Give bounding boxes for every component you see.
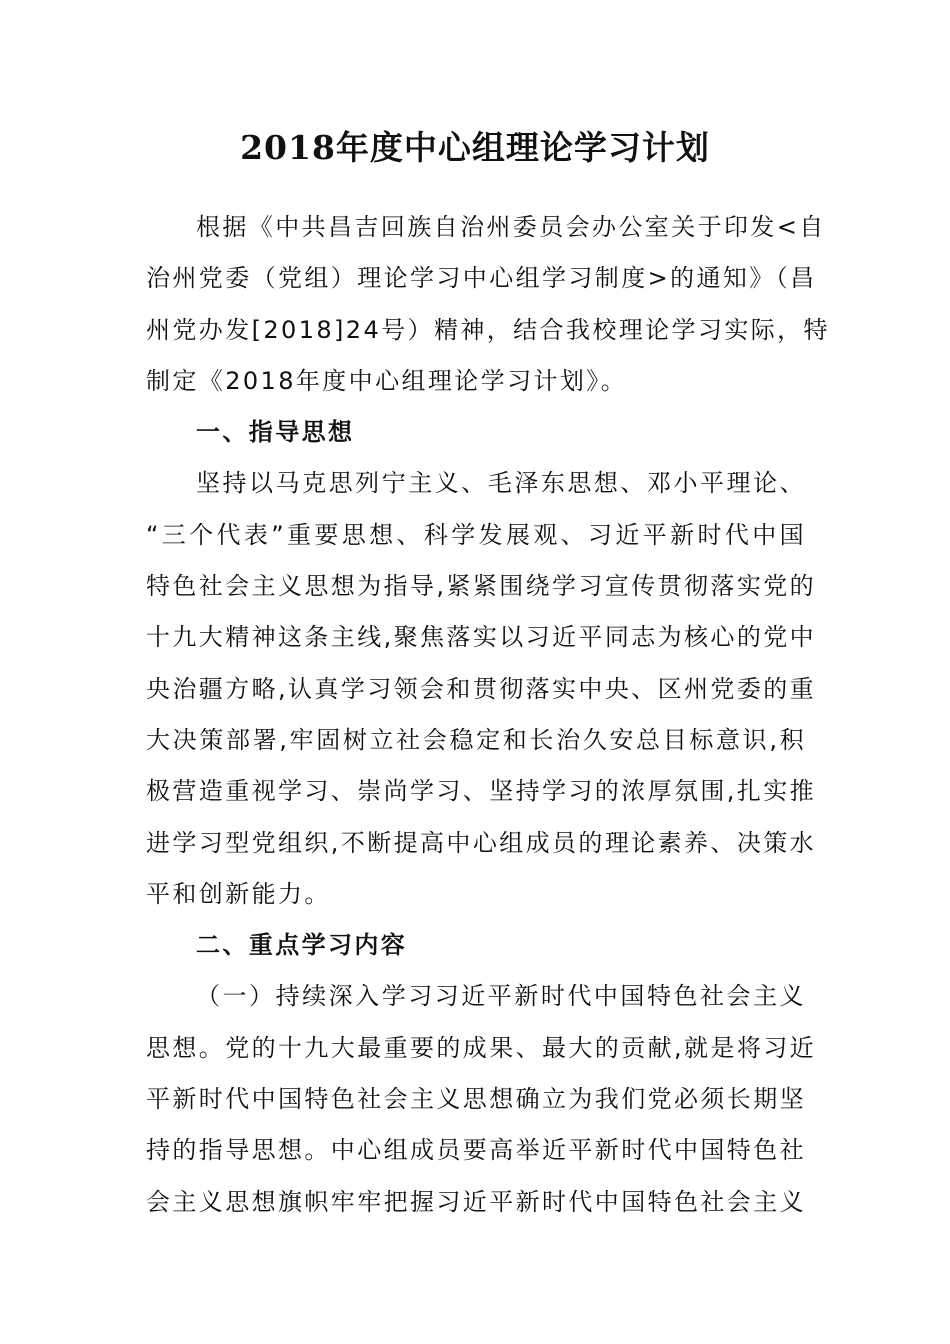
paragraph-line: 平新时代中国特色社会主义思想确立为我们党必须长期坚 (146, 1085, 806, 1114)
document-title: 2018年度中心组理论学习计划 (240, 128, 710, 167)
paragraph-line: 大决策部署,牢固树立社会稳定和长治久安总目标意识,积 (146, 725, 806, 754)
paragraph-line: 持的指导思想。中心组成员要高举近平新时代中国特色社 (146, 1136, 806, 1165)
paragraph-line: 思想。党的十九大最重要的成果、最大的贡献,就是将习近 (146, 1033, 817, 1062)
paragraph-line: 央治疆方略,认真学习领会和贯彻落实中央、区州党委的重 (146, 674, 817, 703)
paragraph-line: 十九大精神这条主线,聚焦落实以习近平同志为核心的党中 (146, 623, 817, 652)
document-body (146, 202, 830, 1228)
paragraph-line: 根据《中共昌吉回族自治州委员会办公室关于印发<自 (196, 213, 826, 241)
paragraph-line: 州党办发[2018]24号）精神，结合我校理论学习实际，特 (146, 315, 830, 344)
paragraph-line: 制定《2018年度中心组理论学习计划》。 (146, 366, 628, 395)
section-heading-key-content: 二、重点学习内容 (196, 931, 408, 960)
paragraph-line: 坚持以马克思列宁主义、毛泽东思想、邓小平理论、 (196, 469, 806, 498)
paragraph-line: 极营造重视学习、崇尚学习、坚持学习的浓厚氛围,扎实推 (146, 777, 817, 806)
paragraph-line: （一）持续深入学习习近平新时代中国特色社会主义 (196, 982, 806, 1011)
paragraph-line: 进学习型党组织,不断提高中心组成员的理论素养、决策水 (146, 828, 817, 857)
paragraph-line: 会主义思想旗帜牢牢把握习近平新时代中国特色社会主义 (146, 1187, 806, 1216)
section-heading-guiding-ideology: 一、指导思想 (196, 418, 355, 447)
paragraph-line: 治州党委（党组）理论学习中心组学习制度>的通知》（昌 (146, 264, 817, 293)
paragraph-line: 平和创新能力。 (146, 879, 331, 908)
paragraph-line: “三个代表”重要思想、科学发展观、习近平新时代中国 (146, 520, 806, 549)
paragraph-line: 特色社会主义思想为指导,紧紧围绕学习宣传贯彻落实党的 (146, 572, 817, 601)
